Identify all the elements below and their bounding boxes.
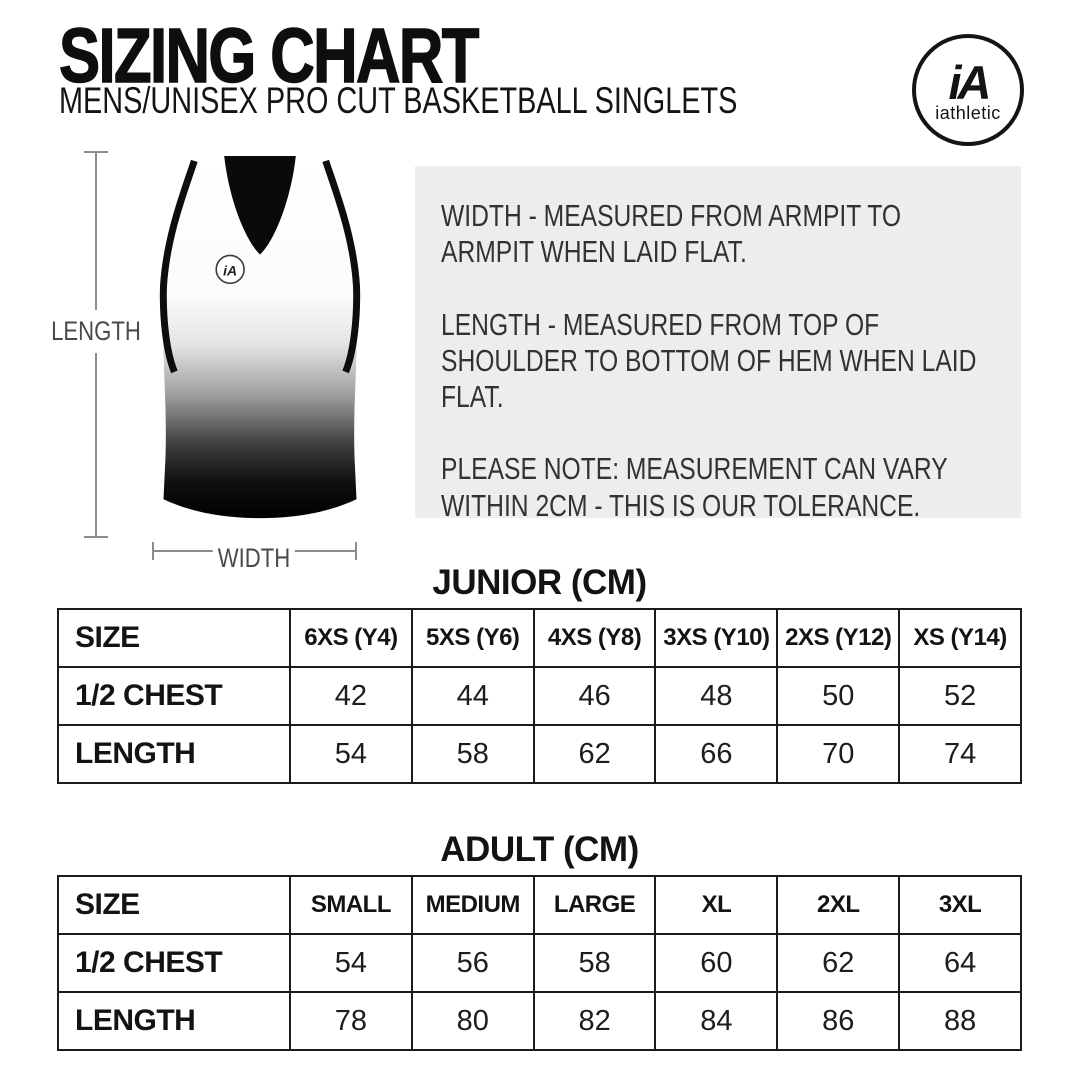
note-width: WIDTH - MEASURED FROM ARMPIT TO ARMPIT WHEN LAID FLAT. — [441, 198, 902, 270]
junior-col-header: 6XS (Y4) — [290, 609, 412, 667]
junior-chest-value: 46 — [534, 667, 656, 725]
junior-heading: JUNIOR (CM) — [432, 563, 647, 602]
adult-chest-value: 58 — [534, 934, 656, 992]
adult-length-value: 82 — [534, 992, 656, 1050]
measurement-notes-text — [441, 198, 998, 560]
length-cap-top — [84, 151, 108, 153]
adult-col-header: XL — [655, 876, 777, 934]
adult-chest-value: 64 — [899, 934, 1021, 992]
page-subtitle: MENS/UNISEX PRO CUT BASKETBALL SINGLETS — [59, 80, 738, 121]
junior-length-value: 62 — [534, 725, 656, 783]
junior-size-table — [57, 608, 1022, 784]
length-label: LENGTH — [46, 310, 146, 353]
adult-length-value: 86 — [777, 992, 899, 1050]
adult-size-header: SIZE — [58, 876, 290, 934]
junior-chest-value: 44 — [412, 667, 534, 725]
junior-length-value: 70 — [777, 725, 899, 783]
measurement-notes-box — [415, 166, 1021, 523]
width-cap-right — [355, 542, 357, 560]
adult-col-header: SMALL — [290, 876, 412, 934]
adult-chest-value: 54 — [290, 934, 412, 992]
adult-chest-value: 62 — [777, 934, 899, 992]
jersey-illustration — [138, 149, 382, 547]
junior-col-header: 2XS (Y12) — [777, 609, 899, 667]
junior-col-header: XS (Y14) — [899, 609, 1021, 667]
junior-chest-value: 50 — [777, 667, 899, 725]
junior-col-header: 5XS (Y6) — [412, 609, 534, 667]
junior-chest-value: 52 — [899, 667, 1021, 725]
junior-length-value: 58 — [412, 725, 534, 783]
width-label: WIDTH — [213, 537, 295, 580]
junior-length-row — [58, 725, 1021, 783]
junior-chest-row — [58, 667, 1021, 725]
adult-length-value: 80 — [412, 992, 534, 1050]
junior-chest-label: 1/2 CHEST — [58, 667, 290, 725]
adult-length-value: 88 — [899, 992, 1021, 1050]
adult-col-header: 2XL — [777, 876, 899, 934]
adult-length-value: 78 — [290, 992, 412, 1050]
length-cap-bottom — [84, 536, 108, 538]
adult-size-table — [57, 875, 1022, 1051]
adult-chest-label: 1/2 CHEST — [58, 934, 290, 992]
adult-col-header: MEDIUM — [412, 876, 534, 934]
note-tolerance: PLEASE NOTE: MEASUREMENT CAN VARY WITHIN 2CM - THIS IS OUR TOLERANCE. — [441, 451, 948, 523]
iathletic-wordmark: iathletic — [935, 103, 1001, 124]
note-length: LENGTH - MEASURED FROM TOP OF SHOULDER TO BOTTOM OF HEM WHEN LAID FLAT. — [441, 306, 977, 415]
junior-size-header: SIZE — [58, 609, 290, 667]
adult-chest-row — [58, 934, 1021, 992]
page-title: SIZING CHART — [59, 13, 478, 99]
iathletic-logo — [912, 34, 1024, 146]
adult-header-row — [58, 876, 1021, 934]
adult-heading: ADULT (CM) — [440, 830, 639, 869]
iathletic-monogram-icon: iA — [948, 55, 988, 109]
width-cap-left — [152, 542, 154, 560]
junior-length-label: LENGTH — [58, 725, 290, 783]
junior-chest-value: 42 — [290, 667, 412, 725]
junior-length-value: 54 — [290, 725, 412, 783]
adult-length-value: 84 — [655, 992, 777, 1050]
adult-length-label: LENGTH — [58, 992, 290, 1050]
adult-chest-value: 60 — [655, 934, 777, 992]
junior-chest-value: 48 — [655, 667, 777, 725]
junior-col-header: 4XS (Y8) — [534, 609, 656, 667]
junior-header-row — [58, 609, 1021, 667]
adult-col-header: LARGE — [534, 876, 656, 934]
junior-length-value: 66 — [655, 725, 777, 783]
adult-col-header: 3XL — [899, 876, 1021, 934]
junior-col-header: 3XS (Y10) — [655, 609, 777, 667]
adult-chest-value: 56 — [412, 934, 534, 992]
adult-length-row — [58, 992, 1021, 1050]
jersey-chest-logo-text: iA — [223, 262, 238, 279]
junior-length-value: 74 — [899, 725, 1021, 783]
